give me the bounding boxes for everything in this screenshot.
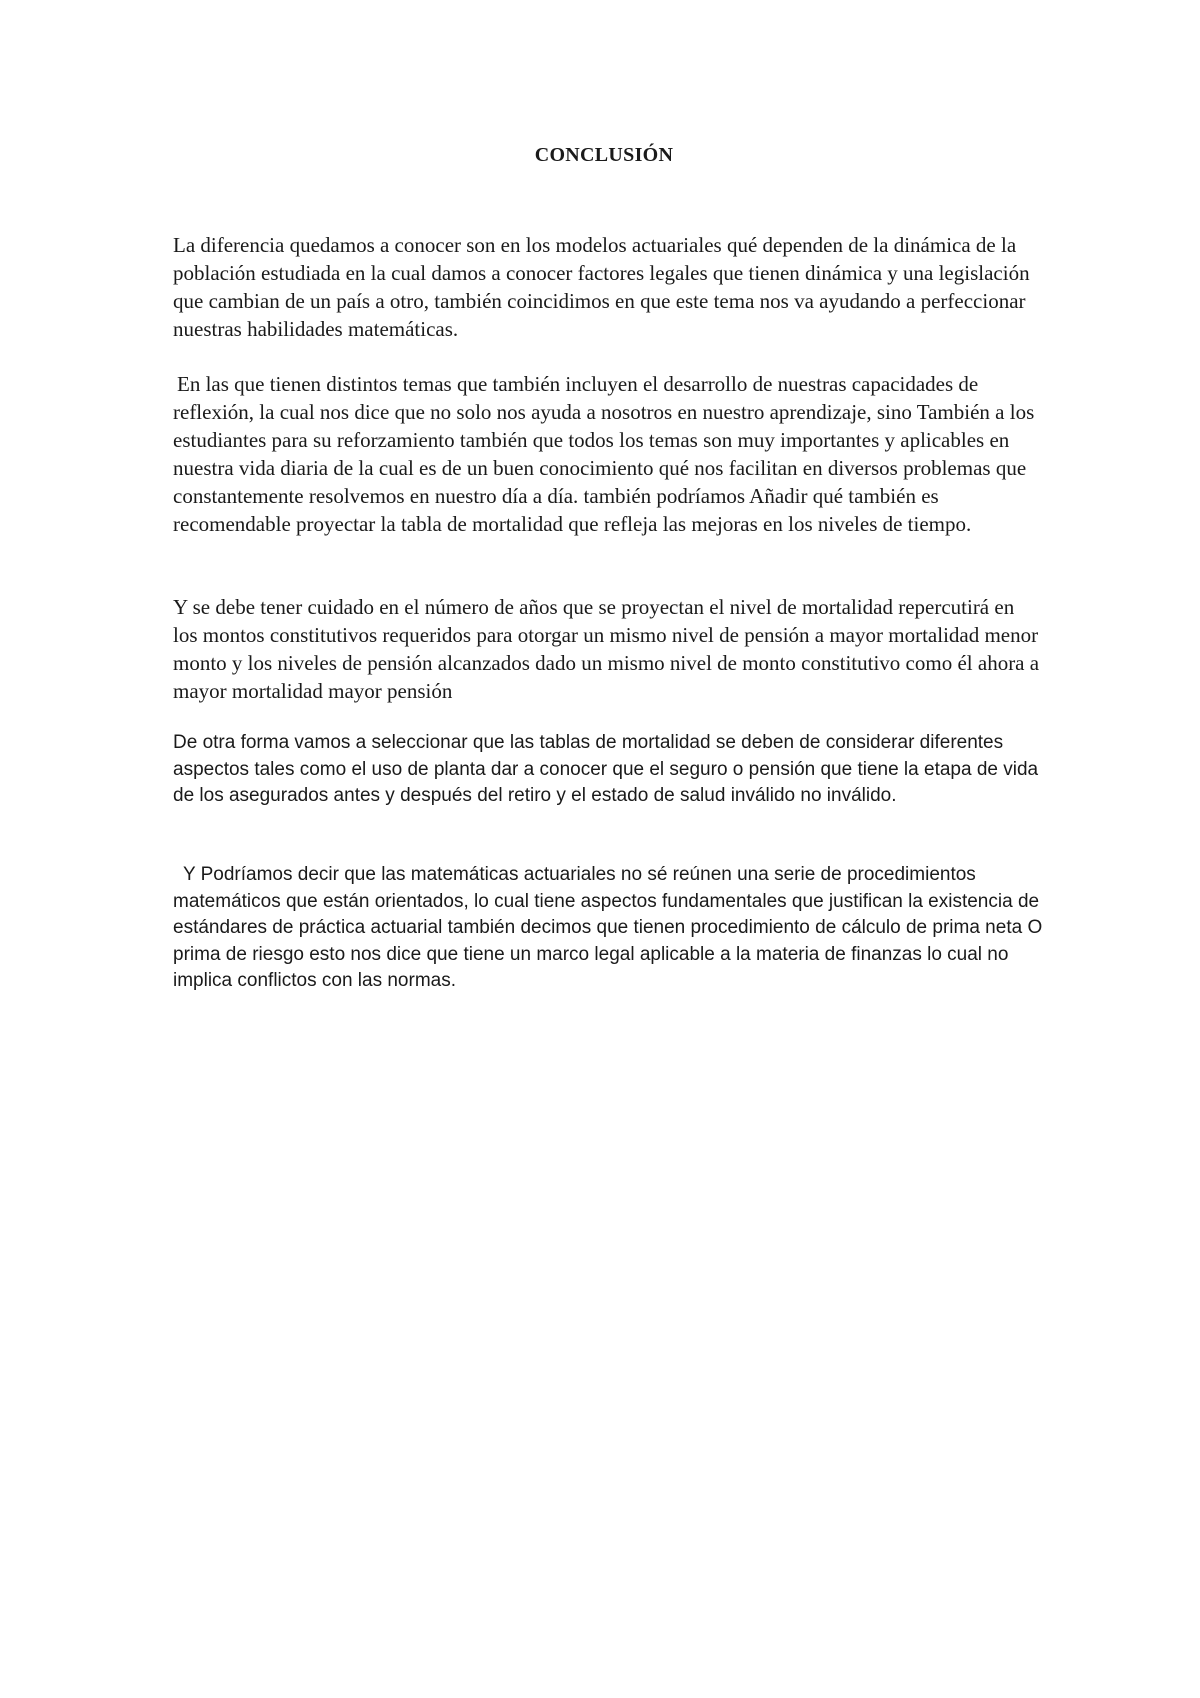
paragraph-4: De otra forma vamos a seleccionar que las tablas de mortalidad se deben de considerar diferentes aspectos tales como el uso de planta dar a conocer que el seguro o pensión que tiene la etapa de vida de los asegurados antes y después del retiro y el estado de salud inválido no inválido.: [173, 732, 1039, 806]
paragraph-1: La diferencia quedamos a conocer son en los modelos actuariales qué dependen de la dinámica de la población estudiada en la cual damos a conocer factores legales que tienen dinámica y una legislación que cambian de un país a otro, también coincidimos en que este tema nos va ayudando a perfeccionar nuestras habilidades matemáticas.: [173, 233, 1030, 341]
paragraph-2: En las que tienen distintos temas que también incluyen el desarrollo de nuestras capacidades de reflexión, la cual nos dice que no solo nos ayuda a nosotros en nuestro aprendizaje, sino También a los estudiantes para su reforzamiento también que todos los temas son muy importantes y aplicables en nuestra vida diaria de la cual es de un buen conocimiento qué nos facilitan en diversos problemas que constantemente resolvemos en nuestro día a día. también podríamos Añadir qué también es recomendable proyectar la tabla de mortalidad que refleja las mejoras en los niveles de tiempo.: [173, 372, 1035, 536]
page-title: CONCLUSIÓN: [534, 144, 674, 166]
paragraph-3: Y se debe tener cuidado en el número de años que se proyectan el nivel de mortalidad repercutirá en los montos constitutivos requeridos para otorgar un mismo nivel de pensión a mayor mortalidad menor monto y los niveles de pensión alcanzados dado un mismo nivel de monto constitutivo como él ahora a mayor mortalidad mayor pensión: [173, 595, 1040, 703]
paragraph-5: Y Podríamos decir que las matemáticas actuariales no sé reúnen una serie de procedimientos matemáticos que están orientados, lo cual tiene aspectos fundamentales que justifican la existencia de estándares de práctica actuarial también decimos que tienen procedimiento de cálculo de prima neta O prima de riesgo esto nos dice que tiene un marco legal aplicable a la materia de finanzas lo cual no implica conflictos con las normas.: [173, 864, 1043, 991]
